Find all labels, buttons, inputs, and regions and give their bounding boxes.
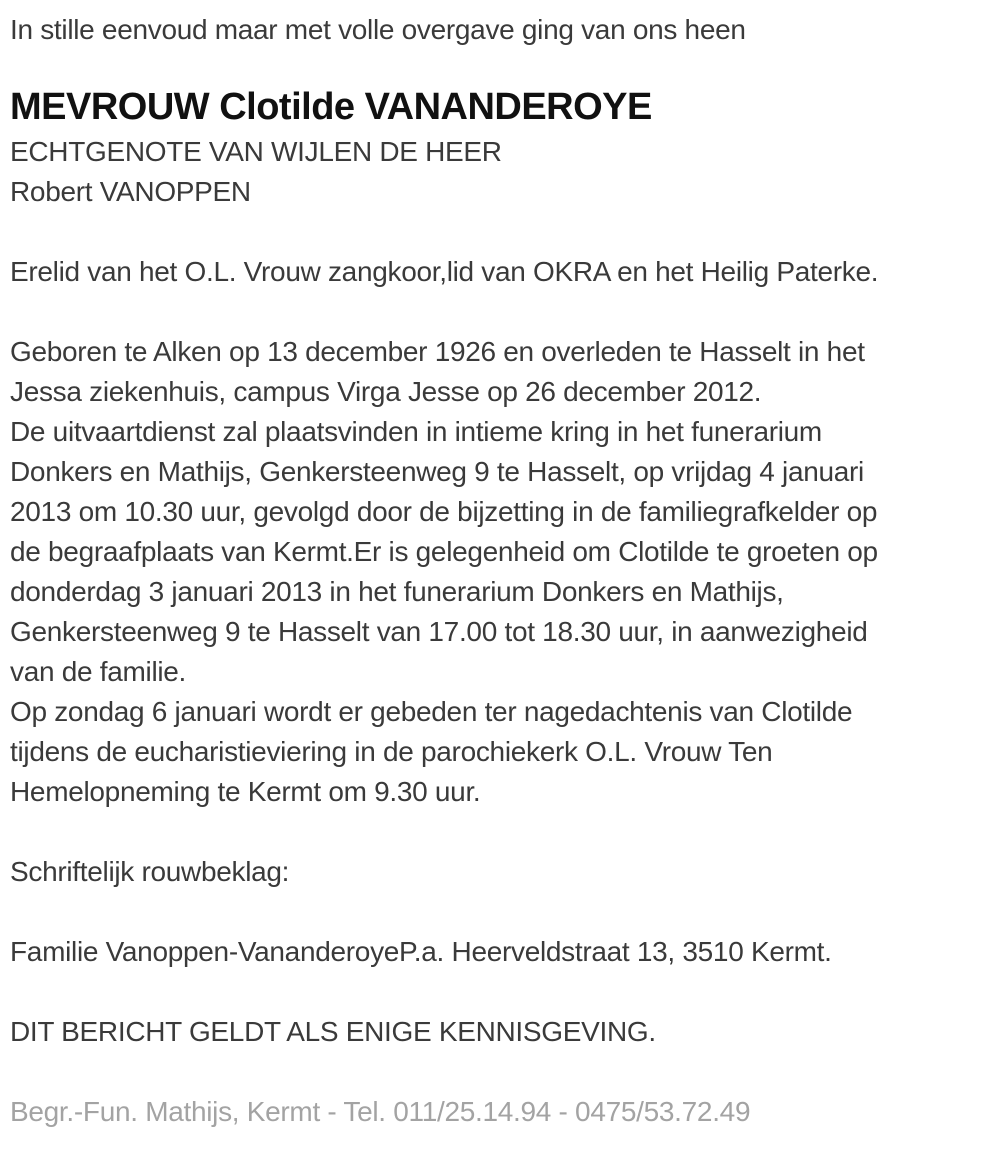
- body-line: 2013 om 10.30 uur, gevolgd door de bijzetting in de familiegrafkelder op: [10, 496, 878, 527]
- body-line: Jessa ziekenhuis, campus Virga Jesse op 26 december 2012.: [10, 376, 762, 407]
- family-address-line: Familie Vanoppen-VananderoyeP.a. Heerveldstraat 13, 3510 Kermt.: [10, 936, 832, 967]
- notice-body: [10, 332, 990, 812]
- body-line: Genkersteenweg 9 te Hasselt van 17.00 tot 18.30 uur, in aanwezigheid: [10, 616, 868, 647]
- condolence-label: Schriftelijk rouwbeklag:: [10, 856, 290, 887]
- body-line: Hemelopneming te Kermt om 9.30 uur.: [10, 776, 481, 807]
- notice-statement: DIT BERICHT GELDT ALS ENIGE KENNISGEVING.: [10, 1016, 656, 1047]
- body-line: van de familie.: [10, 656, 187, 687]
- deceased-spouse: Robert VANOPPEN: [10, 176, 251, 207]
- body-line: de begraafplaats van Kermt.Er is gelegenheid om Clotilde te groeten op: [10, 536, 878, 567]
- deceased-name-title: MEVROUW Clotilde VANANDEROYE: [10, 86, 652, 128]
- body-line: tijdens de eucharistieviering in de parochiekerk O.L. Vrouw Ten: [10, 736, 773, 767]
- body-line: donderdag 3 januari 2013 in het funerarium Donkers en Mathijs,: [10, 576, 784, 607]
- body-line: Geboren te Alken op 13 december 1926 en overleden te Hasselt in het: [10, 336, 865, 367]
- intro-phrase: In stille eenvoud maar met volle overgave ging van ons heen: [10, 14, 746, 45]
- deceased-relation: ECHTGENOTE VAN WIJLEN DE HEER: [10, 136, 502, 167]
- funeral-home-footer: Begr.-Fun. Mathijs, Kermt - Tel. 011/25.14.94 - 0475/53.72.49: [10, 1096, 751, 1127]
- body-line: Op zondag 6 januari wordt er gebeden ter nagedachtenis van Clotilde: [10, 696, 853, 727]
- body-line: De uitvaartdienst zal plaatsvinden in intieme kring in het funerarium: [10, 416, 822, 447]
- memberships-line: Erelid van het O.L. Vrouw zangkoor,lid van OKRA en het Heilig Paterke.: [10, 256, 879, 287]
- body-line: Donkers en Mathijs, Genkersteenweg 9 te Hasselt, op vrijdag 4 januari: [10, 456, 864, 487]
